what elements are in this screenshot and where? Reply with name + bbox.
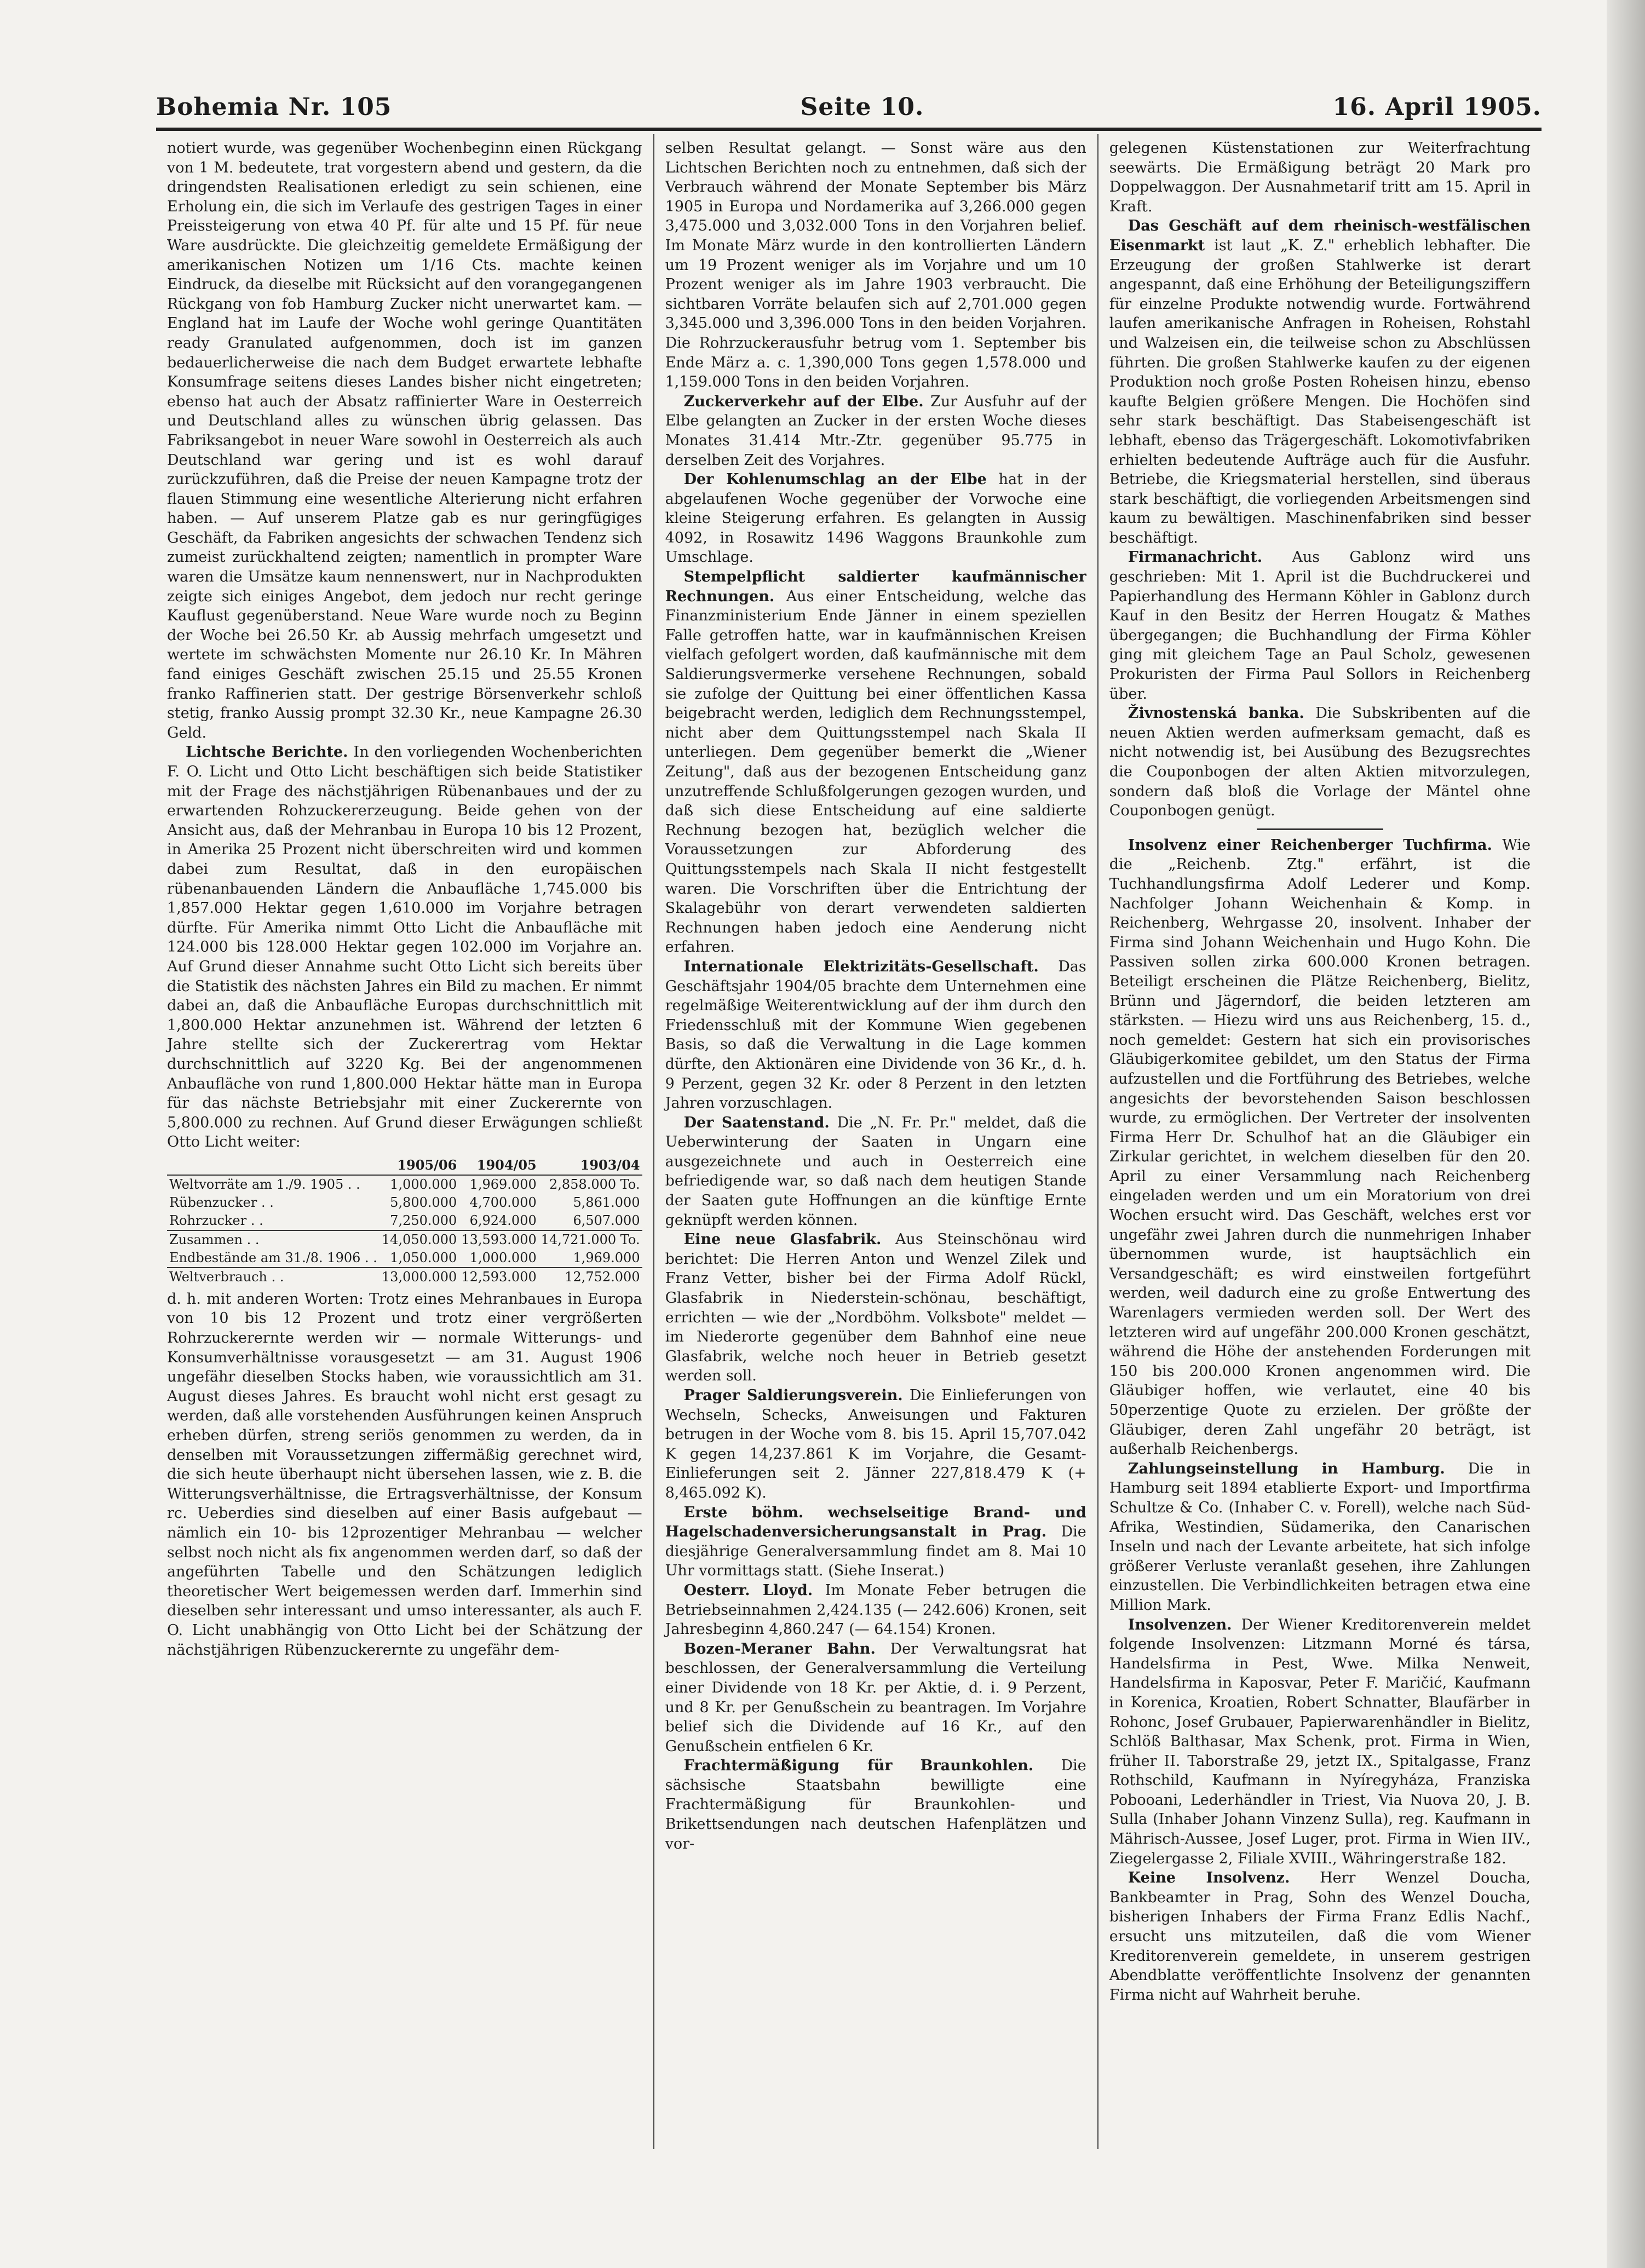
article-text: Aus Steinschönau wird berichtet: Die Herren Anton und Wenzel Zilek und Franz Vetter, bisher bei der Firma Adolf Rückl, Glasfabrik in Niederstein-schönau, beschäftigt, errichten — wie der „Nordböhm. Volksbote" meldet — im Niederorte gegenüber dem Bahnhof eine neue Glasfabrik, welche noch heuer in Betrieb gesetzt werden soll. [665,1231,1086,1385]
article-text: In den vorliegenden Wochenberichten F. O. Licht und Otto Licht beschäftigen sich beide Statistiker mit der Frage des nächstjährigen Rübenanbaues und der zu erwartenden Rohzuckererzeugung. Beide gehen von der Ansicht aus, daß der Mehranbau in Europa 10 bis 12 Prozent, in Amerika 25 Prozent nicht überschreiten wird und kommen dabei zum Resultat, daß in den europäischen rübenanbauenden Ländern die Anbaufläche 1,745.000 bis 1,857.000 Hektar gegen 1,610.000 im Vorjahre betragen dürfte. Für Amerika nimmt Otto Licht die Anbaufläche mit 124.000 bis 128.000 Hektar gegen 102.000 im Vorjahre an. Auf Grund dieser Annahme sucht Otto Licht sich bereits über die Statistik des nächsten Jahres ein Bild zu machen. Er nimmt dabei an, daß die Anbaufläche Europas durchschnittlich mit 1,800.000 Hektar anzunehmen ist. Während der letzten 6 Jahre stellte sich der Zuckerertrag vom Hektar durchschnittlich auf 3220 Kg. Bei der angenommenen Anbaufläche von rund 1,800.000 Hektar hätte man in Europa für das nächste Betriebsjahr mit einer Zuckerernte von 5,800.000 zu rechnen. Auf Grund dieser Erwägungen schließt Otto Licht weiter: [167,744,642,1151]
article-paragraph [665,1581,1086,1639]
article-heading: Zahlungseinstellung in Hamburg. [1128,1460,1445,1477]
text-columns [156,134,1542,2149]
article-heading: Der Kohlenumschlag an der Elbe [683,471,987,488]
article-text: Wie die „Reichenb. Ztg." erfährt, ist die Tuchhandlungsfirma Adolf Lederer und Komp. Nachfolger Johann Weichenhain & Komp. in Reichenberg, Wehrgasse 20, insolvent. Inhaber der Firma sind Johann Weichenhain und Hugo Kohn. Die Passiven sollen zirka 600.000 Kronen betragen. Beteiligt erscheinen die Plätze Reichenberg, Bielitz, Brünn und Jägerndorf, die beiden letzteren am stärksten. — Hiezu wird uns aus Reichenberg, 15. d., noch gemeldet: Gestern hat sich ein provisorisches Gläubigerkomitee gebildet, um den Status der Firma aufzustellen und die Fortführung des Betriebes, welche angesichts der bevorstehenden Saison beschlossen wurde, zu ermöglichen. Der Vertreter der insolventen Firma Herr Dr. Schulhof hat an die Gläubiger ein Zirkular gerichtet, in welchem dieselben für den 20. April zu einer Versammlung nach Reichenberg eingeladen werden und um ein Moratorium von drei Wochen ersucht wird. Das Geschäft, welches erst vor ungefähr zwei Jahren durch die nunmehrigen Inhaber übernommen wurde, ist hauptsächlich ein Versandgeschäft; es wird einstweilen fortgeführt werden, weil dadurch eine zu große Entwertung des Warenlagers vermieden werden soll. Der Wert des letzteren wird auf ungefähr 200.000 Kronen geschätzt, während die Höhe der anstehenden Forderungen mit 150 bis 200.000 Kronen angenommen wird. Die Gläubiger hoffen, wie verlautet, eine 40 bis 50perzentige Quote zu erzielen. Der größte der Gläubiger, deren Zahl ungefähr 20 beträgt, ist außerhalb Reichenbergs. [1109,836,1531,1458]
article-paragraph [665,1386,1086,1503]
table-cell: Weltvorräte am 1./9. 1905 . . [169,1176,360,1192]
table-cell: 1,000.000 [469,1250,537,1265]
article-paragraph [665,1503,1086,1581]
table-cell: 14,721.000 To. [539,1230,642,1249]
article-heading: Frachtermäßigung für Braunkohlen. [683,1757,1034,1775]
article-paragraph [1109,1868,1531,2005]
article-text: Die Einlieferungen von Wechseln, Schecks, Anweisungen und Fakturen betrugen in der Woche vom 8. bis 15. April 15,707.042 K gegen 14,237.861 K im Vorjahre, die Gesamt-Einlieferungen seit 2. Jänner 227,818.479 K (+ 8,465.092 K). [665,1387,1086,1501]
article-paragraph [1109,1615,1531,1869]
article-text: Die „N. Fr. Pr." meldet, daß die Ueberwinterung der Saaten in Ungarn eine ausgezeichnete und auch in Oesterreich eine befriedigende war, so daß nach dem heutigen Stande der Saaten gute Hoffnungen an die künftige Ernte geknüpft werden können. [665,1114,1086,1229]
table-cell: 1,969.000 [469,1176,537,1192]
table-cell: Endbestände am 31./8. 1906 . . [169,1250,377,1265]
column-3 [1097,134,1542,2149]
table-row [167,1175,642,1194]
table-cell: 12,593.000 [459,1268,538,1286]
article-text: gelegenen Küstenstationen zur Weiterfrachtung seewärts. Die Ermäßigung beträgt 20 Mark pro Doppelwaggon. Der Ausnahmetarif tritt am 15. April in Kraft. [1109,140,1531,215]
page-edge [1607,0,1645,2268]
article-heading: Eine neue Glasfabrik. [683,1231,882,1248]
article-heading: Lichtsche Berichte. [186,744,348,761]
table-header: 1905/06 [379,1155,459,1175]
article-heading: Zuckerverkehr auf der Elbe. [683,393,924,410]
article-heading: Firmanachricht. [1128,549,1263,566]
table-cell: 2,858.000 To. [549,1176,640,1192]
article-paragraph [1109,1459,1531,1615]
article-paragraph [665,1113,1086,1230]
sugar-statistics-table [167,1155,642,1286]
article-heading: Internationale Elektrizitäts-Gesellschaft. [683,958,1039,975]
article-text: Die Subskribenten auf die neuen Aktien werden aufmerksam gemacht, daß es nicht notwendig ist, bei Ausübung des Bezugsrechtes die Couponbogen der alten Aktien mitvorzulegen, sondern daß bloß die Vorlage der Mäntel ohne Couponbogen genügt. [1109,705,1531,820]
article-heading: Živnostenská banka. [1128,705,1304,722]
article-paragraph [665,567,1086,957]
table-cell: 6,924.000 [469,1212,537,1228]
article-paragraph [167,742,642,1152]
table-cell: 13,000.000 [379,1268,459,1286]
article-text: Die in Hamburg seit 1894 etablierte Export- und Importfirma Schultze & Co. (Inhaber C. v. Forell), welche nach Süd-Afrika, Westindien, Südamerika, den Canarischen Inseln und nach der Levante arbeitete, hat sich infolge größerer Verluste veranlaßt gesehen, ihre Zahlungen einzustellen. Die Verbindlichkeiten betragen etwa eine Million Mark. [1109,1460,1531,1614]
table-cell: 5,800.000 [390,1194,457,1210]
table-cell: 4,700.000 [469,1194,537,1210]
article-heading: Der Saatenstand. [683,1114,830,1131]
article-paragraph [665,470,1086,567]
article-text: ist laut „K. Z." erheblich lebhafter. Die Erzeugung der großen Stahlwerke ist derart angespannt, daß eine Erhöhung der Beteiligungsziffern für einzelne Produkte notwendig wurde. Fortwährend laufen amerikanische Anfragen in Roheisen, Rohstahl und Walzeisen ein, die teilweise schon zu Abschlüssen führten. Die großen Stahlwerke kaufen zu der eigenen Produktion noch große Posten Roheisen hinzu, ebenso kaufte Belgien größere Mengen. Die Hochöfen sind sehr stark beschäftigt. Das Stabeisengeschäft ist lebhaft, ebenso das Trägergeschäft. Lokomotivfabriken erhielten bedeutende Aufträge auch für die Ausfuhr. Betriebe, die Kriegsmaterial herstellen, sind überaus stark beschäftigt, die vorliegenden Arbeitsmengen sind kaum zu bewältigen. Maschinenfabriken sind besser beschäftigt. [1109,237,1531,546]
page-number: Seite 10. [800,93,924,121]
article-text: Der Wiener Kreditorenverein meldet folgende Insolvenzen: Litzmann Morné és társa, Handelsfirma in Pest, Wwe. Milka Nenweit, Handelsfirma in Kaposvar, Peter F. Maričić, Kaufmann in Korenica, Kroatien, Robert Schnatter, Blaufärber in Rohonc, Josef Grubauer, Papierwarenhändler in Bielitz, Schlöß Balthasar, Max Schenk, prot. Firma in Wien, früher II. Taborstraße 29, jetzt IX., Spitalgasse, Franz Rothschild, Kaufmann in Nyíregyháza, Franziska Pobooani, Lederhändler in Triest, Via Nuova 20, J. B. Sulla (Inhaber Johann Vinzenz Sulla), reg. Kaufmann in Mährisch-Aussee, Josef Luger, prot. Firma in Wien IIV., Ziegelergasse 2, Filiale XVIII., Währingerstraße 182. [1109,1616,1531,1867]
table-cell: 13,593.000 [459,1230,538,1249]
article-paragraph [665,1639,1086,1757]
article-paragraph [665,392,1086,470]
table-header: 1904/05 [459,1155,538,1175]
table-header [167,1155,379,1175]
article-text: Die sächsische Staatsbahn bewilligte eine Frachtermäßigung für Braunkohlen- und Brikettsendungen nach deutschen Hafenplätzen und vor- [665,1757,1086,1852]
issue-date: 16. April 1905. [1332,93,1542,121]
publication-name: Bohemia Nr. 105 [156,93,392,121]
article-heading: Oesterr. Lloyd. [683,1581,813,1599]
section-divider [1257,828,1383,830]
article-text: Im Monate Feber betrugen die Betriebseinnahmen 2,424.135 (— 242.606) Kronen, seit Jahresbeginn 4,860.247 (— 64.154) Kronen. [665,1581,1086,1638]
article-text: Die diesjährige Generalversammlung findet am 8. Mai 10 Uhr vormittags statt. (Siehe Inserat.) [665,1523,1086,1580]
table-cell: Rohrzucker . . [169,1212,263,1228]
table-cell: 12,752.000 [539,1268,642,1286]
table-row [167,1194,642,1212]
article-heading: Insolvenzen. [1128,1616,1232,1633]
article-paragraph [665,1756,1086,1853]
article-heading: Das Geschäft auf dem rheinisch-westfälischen Eisenmarkt [1109,217,1531,254]
article-heading: Stempelpflicht saldierter kaufmännischer Rechnungen. [665,568,1086,605]
article-paragraph [1109,704,1531,821]
newspaper-page [156,93,1542,2149]
article-text: Herr Wenzel Doucha, Bankbeamter in Prag, Sohn des Wenzel Doucha, bisherigen Inhabers der Firma Franz Edlis Nachf., ersucht uns mitzuteilen, daß die vom Wiener Kreditorenverein gemeldete, in unserem gestrigen Abendblatte veröffentlichte Insolvenz der genannten Firma nicht auf Wahrheit beruhe. [1109,1869,1531,2004]
table-cell: Rübenzucker . . [169,1194,274,1210]
article-heading: Insolvenz einer Reichenberger Tuchfirma. [1128,836,1492,854]
table-row [167,1212,642,1230]
article-text: notiert wurde, was gegenüber Wochenbeginn einen Rückgang von 1 M. bedeutete, trat vorgestern abend und gestern, da die dringendsten Realisationen erledigt zu sein schienen, eine Erholung ein, die sich im Verlaufe des gestrigen Tages in einer Preissteigerung von etwa 40 Pf. für alte und 15 Pf. für neue Ware ausdrückte. Die gleichzeitig gemeldete Ermäßigung der amerikanischen Notizen um 1/16 Cts. machte keinen Eindruck, da dieselbe mit Rücksicht auf den vorangegangenen Rückgang von fob Hamburg Zucker nicht unerwartet kam. — England hat im Laufe der Woche wohl geringe Quantitäten ready Granulated aufgenommen, doch ist im ganzen bedauerlicherweise die nach dem Budget erwartete lebhafte Konsumfrage seitens dieses Landes bisher nicht eingetreten; ebenso hat auch der Absatz raffinierter Ware in Oesterreich und Deutschland alles zu wünschen übrig gelassen. Das Fabriksangebot in neuer Ware sowohl in Oesterreich als auch Deutschland war gering und ist es wohl darauf zurückzuführen, daß die Preise der neuen Kampagne trotz der flauen Stimmung eine wesentliche Alterierung nicht erfahren haben. — Auf unserem Platze gab es nur geringfügiges Geschäft, da Fabriken angesichts der schwachen Tendenz sich zumeist zurückhaltend zeigten; namentlich in prompter Ware waren die Umsätze kaum nennenswert, nur in Nachprodukten zeigte sich einiges Angebot, dem jedoch nur recht geringe Kauflust gegenüberstand. Neue Ware wurde noch zu Beginn der Woche bei 26.50 Kr. ab Aussig mehrfach umgesetzt und wertete im schwächsten Momente nur 26.10 Kr. In Mähren fand einiges Geschäft zwischen 25.15 und 25.55 Kronen franko Raffinerien statt. Der gestrige Börsenverkehr schloß stetig, franko Aussig prompt 32.30 Kr., neue Kampagne 26.30 Geld. [167,140,642,741]
table-cell: 14,050.000 [379,1230,459,1249]
table-cell: 1,050.000 [390,1250,457,1265]
table-cell: 6,507.000 [573,1212,640,1228]
page-header [156,93,1542,131]
table-row [167,1268,642,1286]
column-2 [653,134,1097,2149]
table-row [167,1230,642,1249]
article-heading: Prager Saldierungsverein. [683,1387,903,1404]
article-paragraph [665,1230,1086,1386]
article-text: Aus einer Entscheidung, welche das Finanzministerium Ende Jänner in einem speziellen Falle getroffen hatte, war in kaufmännischen Kreisen vielfach gefolgert worden, daß kaufmännische mit dem Saldierungsvermerke versehene Rechnungen, sobald sie zufolge der Quittung bei einer öffentlichen Kassa beigebracht werden, lediglich dem Rechnungsstempel, nicht aber dem Quittungsstempel nach Skala II unterliegen. Dem gegenüber bemerkt die „Wiener Zeitung", daß aus der bezogenen Entscheidung ganz unzutreffende Schlußfolgerungen gezogen wurden, und daß sich diese Entscheidung auf eine saldierte Rechnung bezogen hat, bezüglich welcher die Voraussetzungen zur Abforderung des Quittungsstempels nach Skala II nicht festgestellt waren. Die Vorschriften über die Entrichtung der Skalagebühr von derart verwendeten saldierten Rechnungen haben jedoch eine Aenderung nicht erfahren. [665,588,1086,956]
table-header-row [167,1155,642,1175]
table-cell: 5,861.000 [573,1194,640,1210]
table-row [167,1249,642,1268]
article-paragraph [1109,836,1531,1459]
article-text: hat in der abgelaufenen Woche gegenüber der Vorwoche eine kleine Steigerung erfahren. Es gelangten in Aussig 4092, in Rosawitz 1496 Waggons Braunkohle zum Umschlage. [665,471,1086,566]
article-text: Der Verwaltungsrat hat beschlossen, der Generalversammlung die Verteilung einer Dividende von 18 Kr. per Aktie, d. i. 9 Perzent, und 8 Kr. per Genußschein zu beantragen. Im Vorjahre belief sich die Dividende auf 16 Kr., auf den Genußschein entfielen 6 Kr. [665,1640,1086,1755]
article-heading: Erste böhm. wechselseitige Brand- und Hagelschadenversicherungsanstalt in Prag. [665,1504,1086,1541]
article-heading: Keine Insolvenz. [1128,1869,1290,1887]
article-text: d. h. mit anderen Worten: Trotz eines Mehranbaues in Europa von 10 bis 12 Prozent und trotz einer vergrößerten Rohrzuckerernte werden wir — normale Witterungs- und Konsumverhältnisse vorausgesetzt — am 31. August 1906 ungefähr dieselben Stocks haben, wie voraussichtlich am 31. August dieses Jahres. Es braucht wohl nicht erst gesagt zu werden, daß alle vorstehenden Ausführungen keinen Anspruch erheben dürfen, streng seriös genommen zu werden, da in denselben mit Voraussetzungen ziffermäßig gerechnet wird, die sich heute überhaupt nicht übersehen lassen, wie z. B. die Witterungsverhältnisse, die Ertragsverhältnisse, der Konsum rc. Ueberdies sind dieselben auf einer Basis aufgebaut — nämlich ein 10- bis 12prozentiger Mehranbau — welcher selbst noch nicht als fix angenommen werden darf, so daß der angeführten Tabelle und den Schätzungen lediglich theoretischer Wert beigemessen werden darf. Immerhin sind dieselben sehr interessant und umso interessanter, als auch F. O. Licht unabhängig von Otto Licht bei der Schätzung der nächstjährigen Rübenzuckerernte zu ungefähr dem- [167,1290,642,1659]
table-cell: 1,969.000 [573,1250,640,1265]
article-paragraph [1109,216,1531,548]
article-heading: Bozen-Meraner Bahn. [683,1640,876,1657]
article-text: Aus Gablonz wird uns geschrieben: Mit 1. April ist die Buchdruckerei und Papierhandlung des Hermann Köhler in Gablonz durch Kauf in den Besitz der Herren Hougatz & Mathes übergegangen; die Buchhandlung der Firma Köhler ging mit gleichem Tage an Paul Scholz, gewesenen Prokuristen der Firma Paul Sollors in Reichenberg über. [1109,549,1531,703]
article-text: Zur Ausfuhr auf der Elbe gelangten an Zucker in der ersten Woche dieses Monates 31.414 Mtr.-Ztr. gegenüber 95.775 in derselben Zeit des Vorjahres. [665,393,1086,469]
article-text: Das Geschäftsjahr 1904/05 brachte dem Unternehmen eine regelmäßige Weiterentwicklung auf der ihm durch den Friedensschluß mit der Kommune Wien gegebenen Basis, so daß die Verwaltung in die Lage kommen dürfte, den Aktionären eine Dividende von 36 Kr., d. h. 9 Perzent, gegen 32 Kr. oder 8 Perzent in den letzten Jahren vorzuschlagen. [665,958,1086,1112]
table-cell: 1,000.000 [390,1176,457,1192]
table-cell: Zusammen . . [167,1230,379,1249]
article-text: selben Resultat gelangt. — Sonst wäre aus den Lichtschen Berichten noch zu entnehmen, daß sich der Verbrauch während der Monate September bis März 1905 in Europa und Nordamerika auf 3,266.000 gegen 3,475.000 und 3,032.000 Tons in den Vorjahren belief. Im Monate März wurde in den kontrollierten Ländern um 19 Prozent weniger als im Vorjahre und um 10 Prozent weniger als im Jahre 1903 verbraucht. Die sichtbaren Vorräte belaufen sich auf 2,701.000 gegen 3,345.000 und 3,396.000 Tons in den beiden Vorjahren. Die Rohrzuckerausfuhr betrug vom 1. September bis Ende März a. c. 1,390,000 Tons gegen 1,578.000 und 1,159.000 Tons in den beiden Vorjahren. [665,140,1086,391]
table-cell: 7,250.000 [390,1212,457,1228]
article-paragraph [665,957,1086,1113]
article-paragraph [1109,548,1531,704]
table-cell: Weltverbrauch . . [167,1268,379,1286]
table-header: 1903/04 [539,1155,642,1175]
column-1 [156,134,653,2149]
